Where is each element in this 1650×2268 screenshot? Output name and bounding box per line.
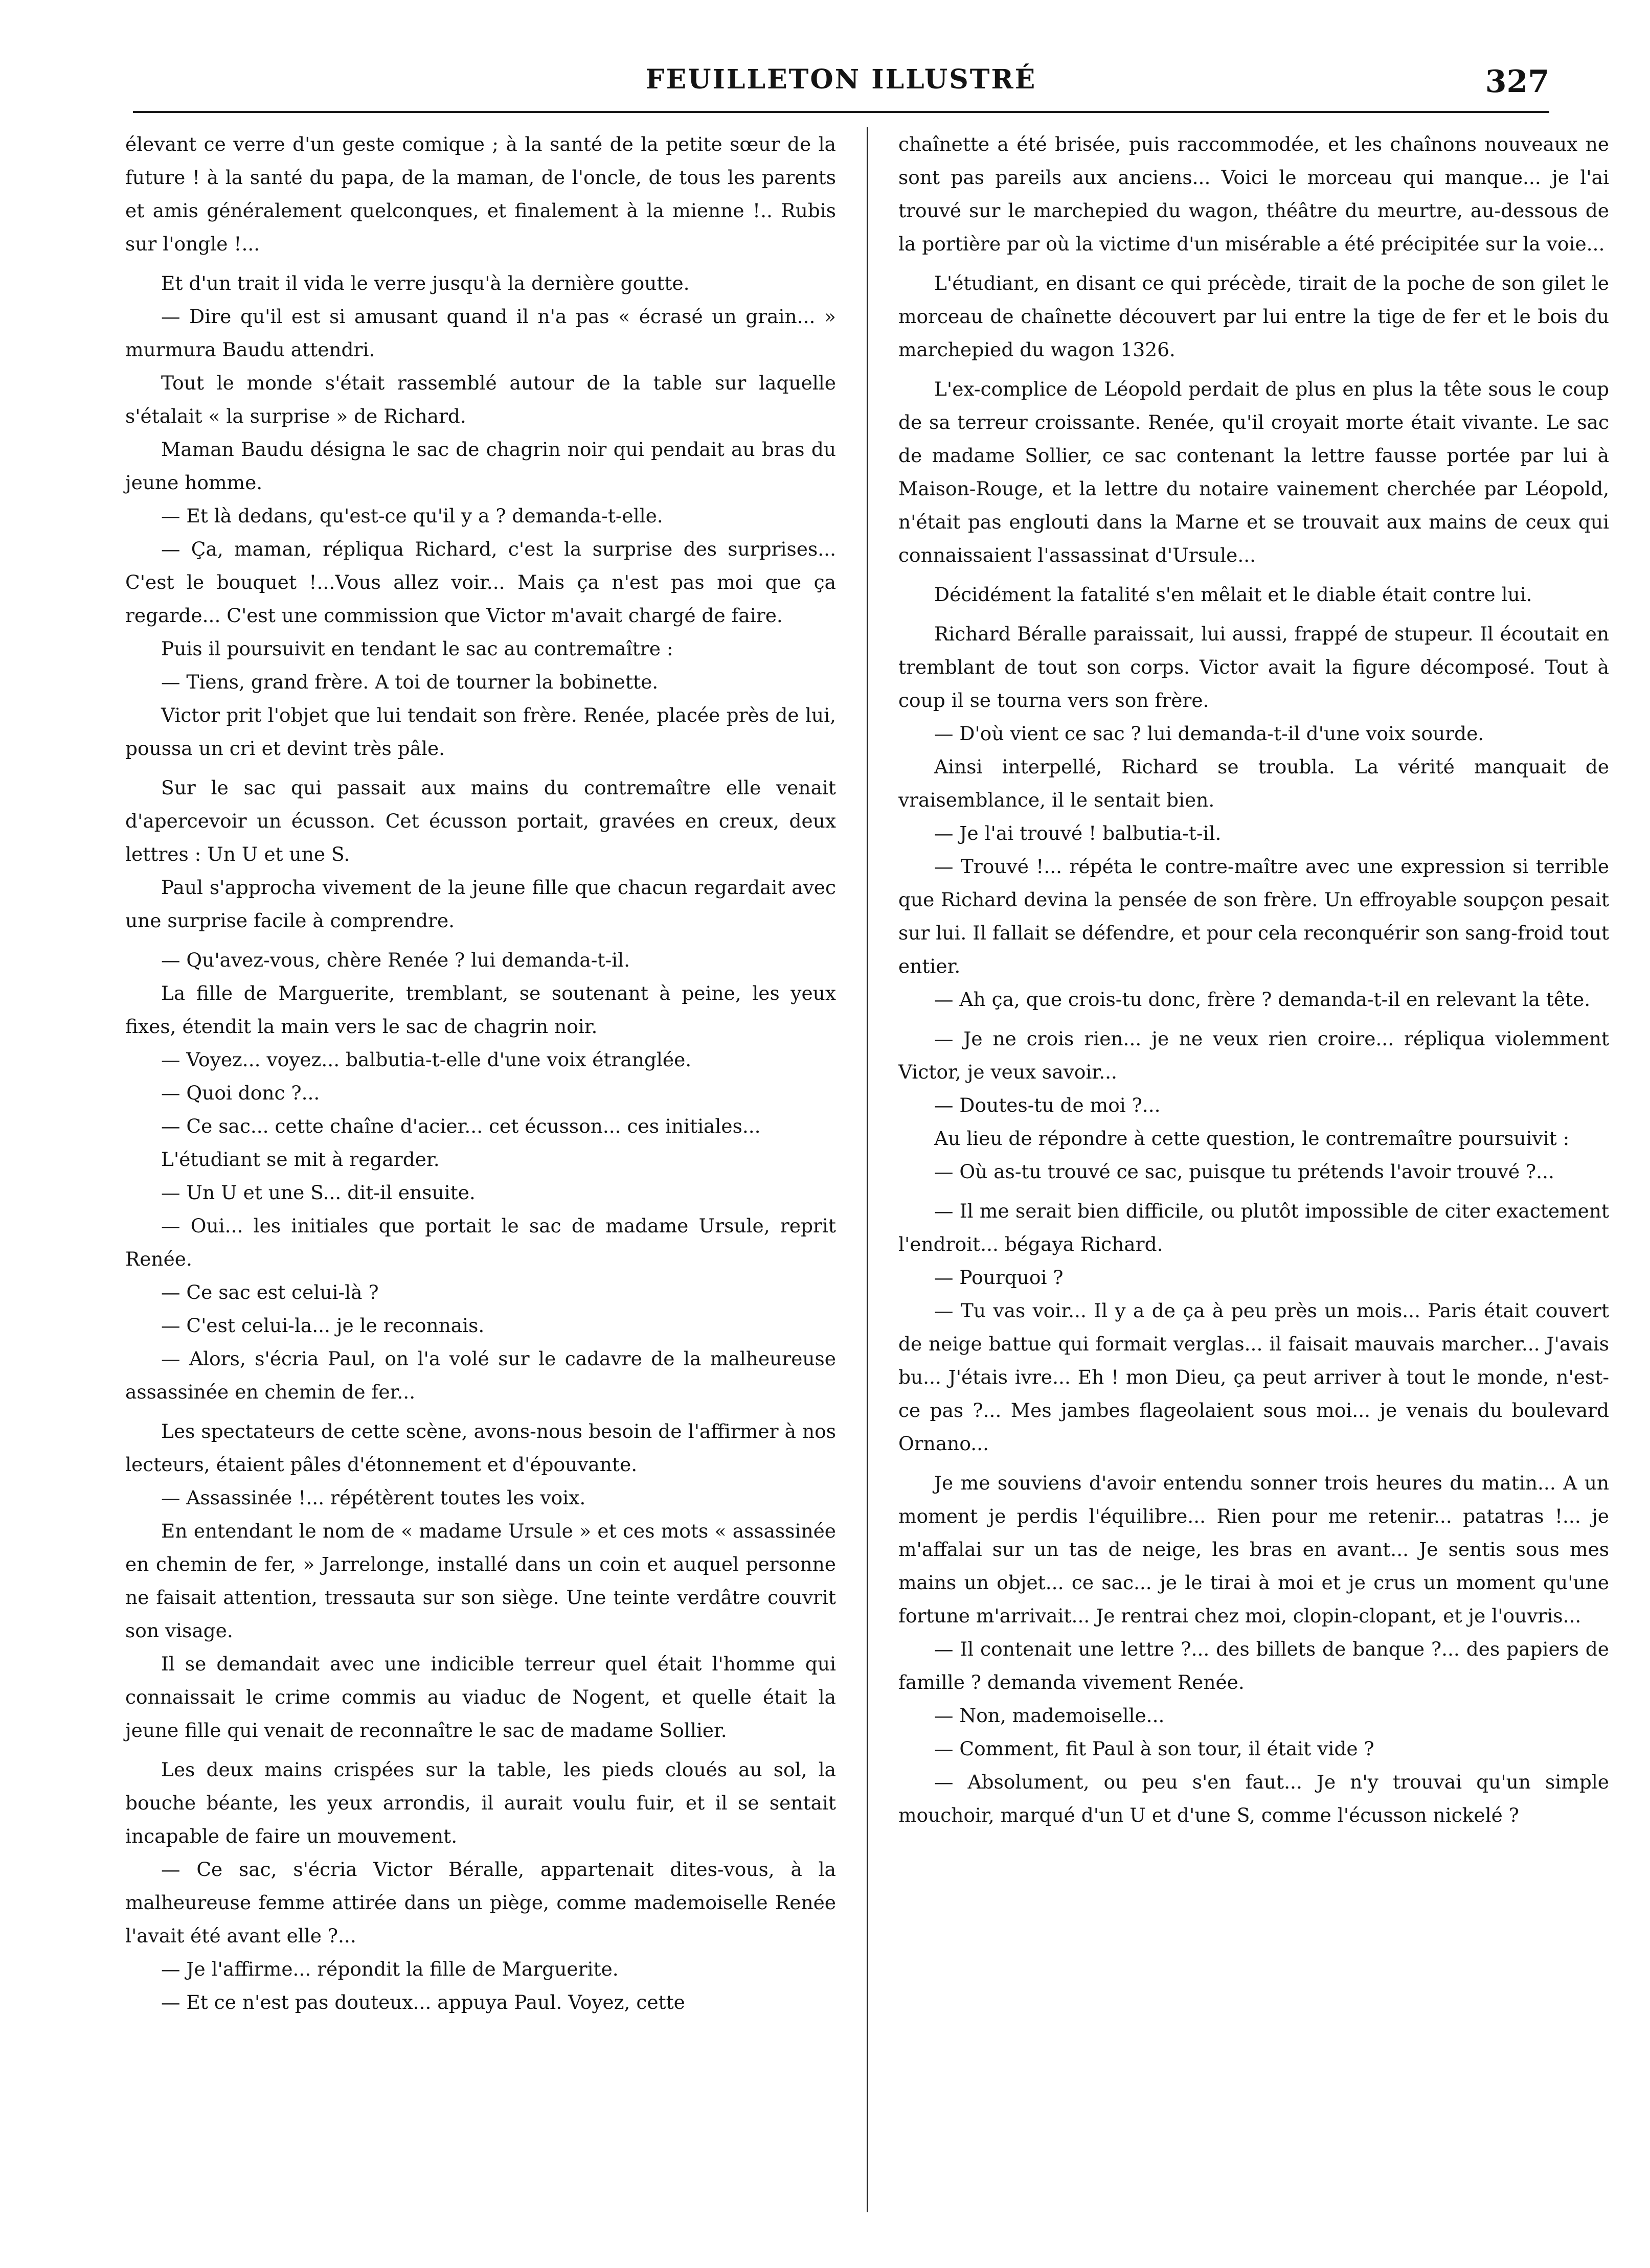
paragraph: L'étudiant, en disant ce qui précède, tirait de la poche de son gilet le morceau de chaînette découvert par lui entre la tige de fer et le bois du marchepied du wagon 1326. <box>898 272 1609 361</box>
text-column-left <box>125 128 836 2019</box>
paragraph: — Ça, maman, répliqua Richard, c'est la surprise des surprises... C'est le bouquet !...Vous allez voir... Mais ça n'est pas moi que ça regarde... C'est une commission que Victor m'avait chargé de faire. <box>125 538 836 627</box>
paragraph: — Et là dedans, qu'est-ce qu'il y a ? demanda-t-elle. <box>161 505 663 527</box>
paragraph: — Voyez... voyez... balbutia-t-elle d'une voix étranglée. <box>161 1048 692 1071</box>
paragraph: chaînette a été brisée, puis raccommodée, et les chaînons nouveaux ne sont pas pareils aux anciens... Voici le morceau qui manque... je l'ai trouvé sur le marchepied du wagon, théâtre du meurtre, au-dessous de la portière par où la victime d'un misérable a été précipitée sur la voie... <box>898 133 1609 255</box>
paragraph: — Alors, s'écria Paul, on l'a volé sur le cadavre de la malheureuse assassinée en chemin de fer... <box>125 1347 836 1403</box>
paragraph: — Comment, fit Paul à son tour, il était vide ? <box>934 1737 1374 1760</box>
paragraph: En entendant le nom de « madame Ursule » et ces mots « assassinée en chemin de fer, » Jarrelonge, installé dans un coin et auquel personne ne faisait attention, tressauta sur son siège. Une teinte verdâtre couvrit son visage. <box>125 1520 836 1642</box>
paragraph: — Ce sac... cette chaîne d'acier... cet écusson... ces initiales... <box>161 1115 761 1137</box>
page-title: FEUILLETON ILLUSTRÉ <box>645 64 1037 95</box>
paragraph: La fille de Marguerite, tremblant, se soutenant à peine, les yeux fixes, étendit la main vers le sac de chagrin noir. <box>125 982 836 1038</box>
paragraph: — Et ce n'est pas douteux... appuya Paul. Voyez, cette <box>161 1991 685 2013</box>
paragraph: L'étudiant se mit à regarder. <box>161 1148 440 1171</box>
paragraph: Et d'un trait il vida le verre jusqu'à la dernière goutte. <box>161 272 690 294</box>
paragraph: — Je l'affirme... répondit la fille de Marguerite. <box>161 1958 619 1980</box>
paragraph: — Quoi donc ?... <box>161 1082 320 1104</box>
paragraph: L'ex-complice de Léopold perdait de plus en plus la tête sous le coup de sa terreur croissante. Renée, qu'il croyait morte était vivante. Le sac de madame Sollier, ce sac contenant la lettre fausse portée par lui à Maison-Rouge, et la lettre du notaire vainement cherchée par Léopold, n'était pas englouti dans la Marne et se trouvait aux mains de ceux qui connaissaient l'assassinat d'Ursule... <box>898 378 1609 566</box>
paragraph: — Non, mademoiselle... <box>934 1704 1165 1727</box>
paragraph: — Dire qu'il est si amusant quand il n'a pas « écrasé un grain... » murmura Baudu attendri. <box>125 305 836 361</box>
paragraph: — Un U et une S... dit-il ensuite. <box>161 1181 476 1204</box>
paragraph: — Où as-tu trouvé ce sac, puisque tu prétends l'avoir trouvé ?... <box>934 1160 1554 1183</box>
paragraph: — Absolument, ou peu s'en faut... Je n'y trouvai qu'un simple mouchoir, marqué d'un U et d'une S, comme l'écusson nickelé ? <box>898 1771 1609 1826</box>
paragraph: Victor prit l'objet que lui tendait son frère. Renée, placée près de lui, poussa un cri et devint très pâle. <box>125 704 836 760</box>
paragraph: Maman Baudu désigna le sac de chagrin noir qui pendait au bras du jeune homme. <box>125 438 836 494</box>
paragraph: — Trouvé !... répéta le contre-maître avec une expression si terrible que Richard devina la pensée de son frère. Un effroyable soupçon pesait sur lui. Il fallait se défendre, et pour cela reconquérir son sang-froid tout entier. <box>898 855 1609 977</box>
running-header <box>133 64 1549 115</box>
paragraph: — Oui... les initiales que portait le sac de madame Ursule, reprit Renée. <box>125 1215 836 1270</box>
paragraph: — Il contenait une lettre ?... des billets de banque ?... des papiers de famille ? demanda vivement Renée. <box>898 1638 1609 1693</box>
paragraph: élevant ce verre d'un geste comique ; à la santé de la petite sœur de la future ! à la santé du papa, de la maman, de l'oncle, de tous les parents et amis généralement quelconques, et finalement à la mienne !.. Rubis sur l'ongle !... <box>125 133 836 255</box>
paragraph: — D'où vient ce sac ? lui demanda-t-il d'une voix sourde. <box>934 722 1484 745</box>
paragraph: — Qu'avez-vous, chère Renée ? lui demanda-t-il. <box>161 949 630 971</box>
paragraph: Tout le monde s'était rassemblé autour de la table sur laquelle s'étalait « la surprise » de Richard. <box>125 372 836 427</box>
paragraph: — C'est celui-la... je le reconnais. <box>161 1314 485 1337</box>
paragraph: Au lieu de répondre à cette question, le contremaître poursuivit : <box>934 1127 1570 1150</box>
paragraph: — Assassinée !... répétèrent toutes les voix. <box>161 1486 586 1509</box>
paragraph: — Tiens, grand frère. A toi de tourner la bobinette. <box>161 671 659 693</box>
paragraph: Paul s'approcha vivement de la jeune fille que chacun regardait avec une surprise facile à comprendre. <box>125 876 836 932</box>
paragraph: — Ce sac, s'écria Victor Béralle, appartenait dites-vous, à la malheureuse femme attirée dans un piège, comme mademoiselle Renée l'avait été avant elle ?... <box>125 1858 836 1947</box>
paragraph: Sur le sac qui passait aux mains du contremaître elle venait d'apercevoir un écusson. Cet écusson portait, gravées en creux, deux lettres : Un U et une S. <box>125 776 836 865</box>
paragraph: Décidément la fatalité s'en mêlait et le diable était contre lui. <box>934 583 1532 606</box>
paragraph: — Pourquoi ? <box>934 1266 1064 1289</box>
paragraph: — Doutes-tu de moi ?... <box>934 1094 1161 1116</box>
header-rule <box>133 111 1549 113</box>
paragraph: Ainsi interpellé, Richard se troubla. La vérité manquait de vraisemblance, il le sentait bien. <box>898 755 1609 811</box>
column-divider <box>867 127 868 2212</box>
paragraph: Richard Béralle paraissait, lui aussi, frappé de stupeur. Il écoutait en tremblant de tout son corps. Victor avait la figure décomposé. Tout à coup il se tourna vers son frère. <box>898 623 1609 712</box>
paragraph: — Tu vas voir... Il y a de ça à peu près un mois... Paris était couvert de neige battue qui formait verglas... il faisait mauvais marcher... J'avais bu... J'étais ivre... Eh ! mon Dieu, ça peut arriver à tout le monde, n'est-ce pas ?... Mes jambes flageolaient sous moi... je venais du boulevard Ornano... <box>898 1299 1609 1455</box>
text-column-right <box>898 128 1609 1832</box>
page-number: 327 <box>1485 64 1549 100</box>
paragraph: Puis il poursuivit en tendant le sac au contremaître : <box>161 637 673 660</box>
paragraph: — Je l'ai trouvé ! balbutia-t-il. <box>934 822 1222 844</box>
paragraph: Je me souviens d'avoir entendu sonner trois heures du matin... A un moment je perdis l'équilibre... Rien pour me retenir... patatras !... je m'affalai sur un tas de neige, les bras en avant... Je sentis sous mes mains un objet... ce sac... je le tirai à moi et je crus un moment qu'une fortune m'arrivait... Je rentrai chez moi, clopin-clopant, et je l'ouvris... <box>898 1472 1609 1627</box>
paragraph: — Il me serait bien difficile, ou plutôt impossible de citer exactement l'endroit... bégaya Richard. <box>898 1200 1609 1255</box>
paragraph: — Ce sac est celui-là ? <box>161 1281 379 1303</box>
paragraph: — Je ne crois rien... je ne veux rien croire... répliqua violemment Victor, je veux savoir... <box>898 1027 1609 1083</box>
paragraph: — Ah ça, que crois-tu donc, frère ? demanda-t-il en relevant la tête. <box>934 988 1591 1011</box>
paragraph: Il se demandait avec une indicible terreur quel était l'homme qui connaissait le crime commis au viaduc de Nogent, et quelle était la jeune fille qui venait de reconnaître le sac de madame Sollier. <box>125 1653 836 1742</box>
paragraph: Les deux mains crispées sur la table, les pieds cloués au sol, la bouche béante, les yeux arrondis, il aurait voulu fuir, et il se sentait incapable de faire un mouvement. <box>125 1758 836 1847</box>
paragraph: Les spectateurs de cette scène, avons-nous besoin de l'affirmer à nos lecteurs, étaient pâles d'étonnement et d'épouvante. <box>125 1420 836 1476</box>
